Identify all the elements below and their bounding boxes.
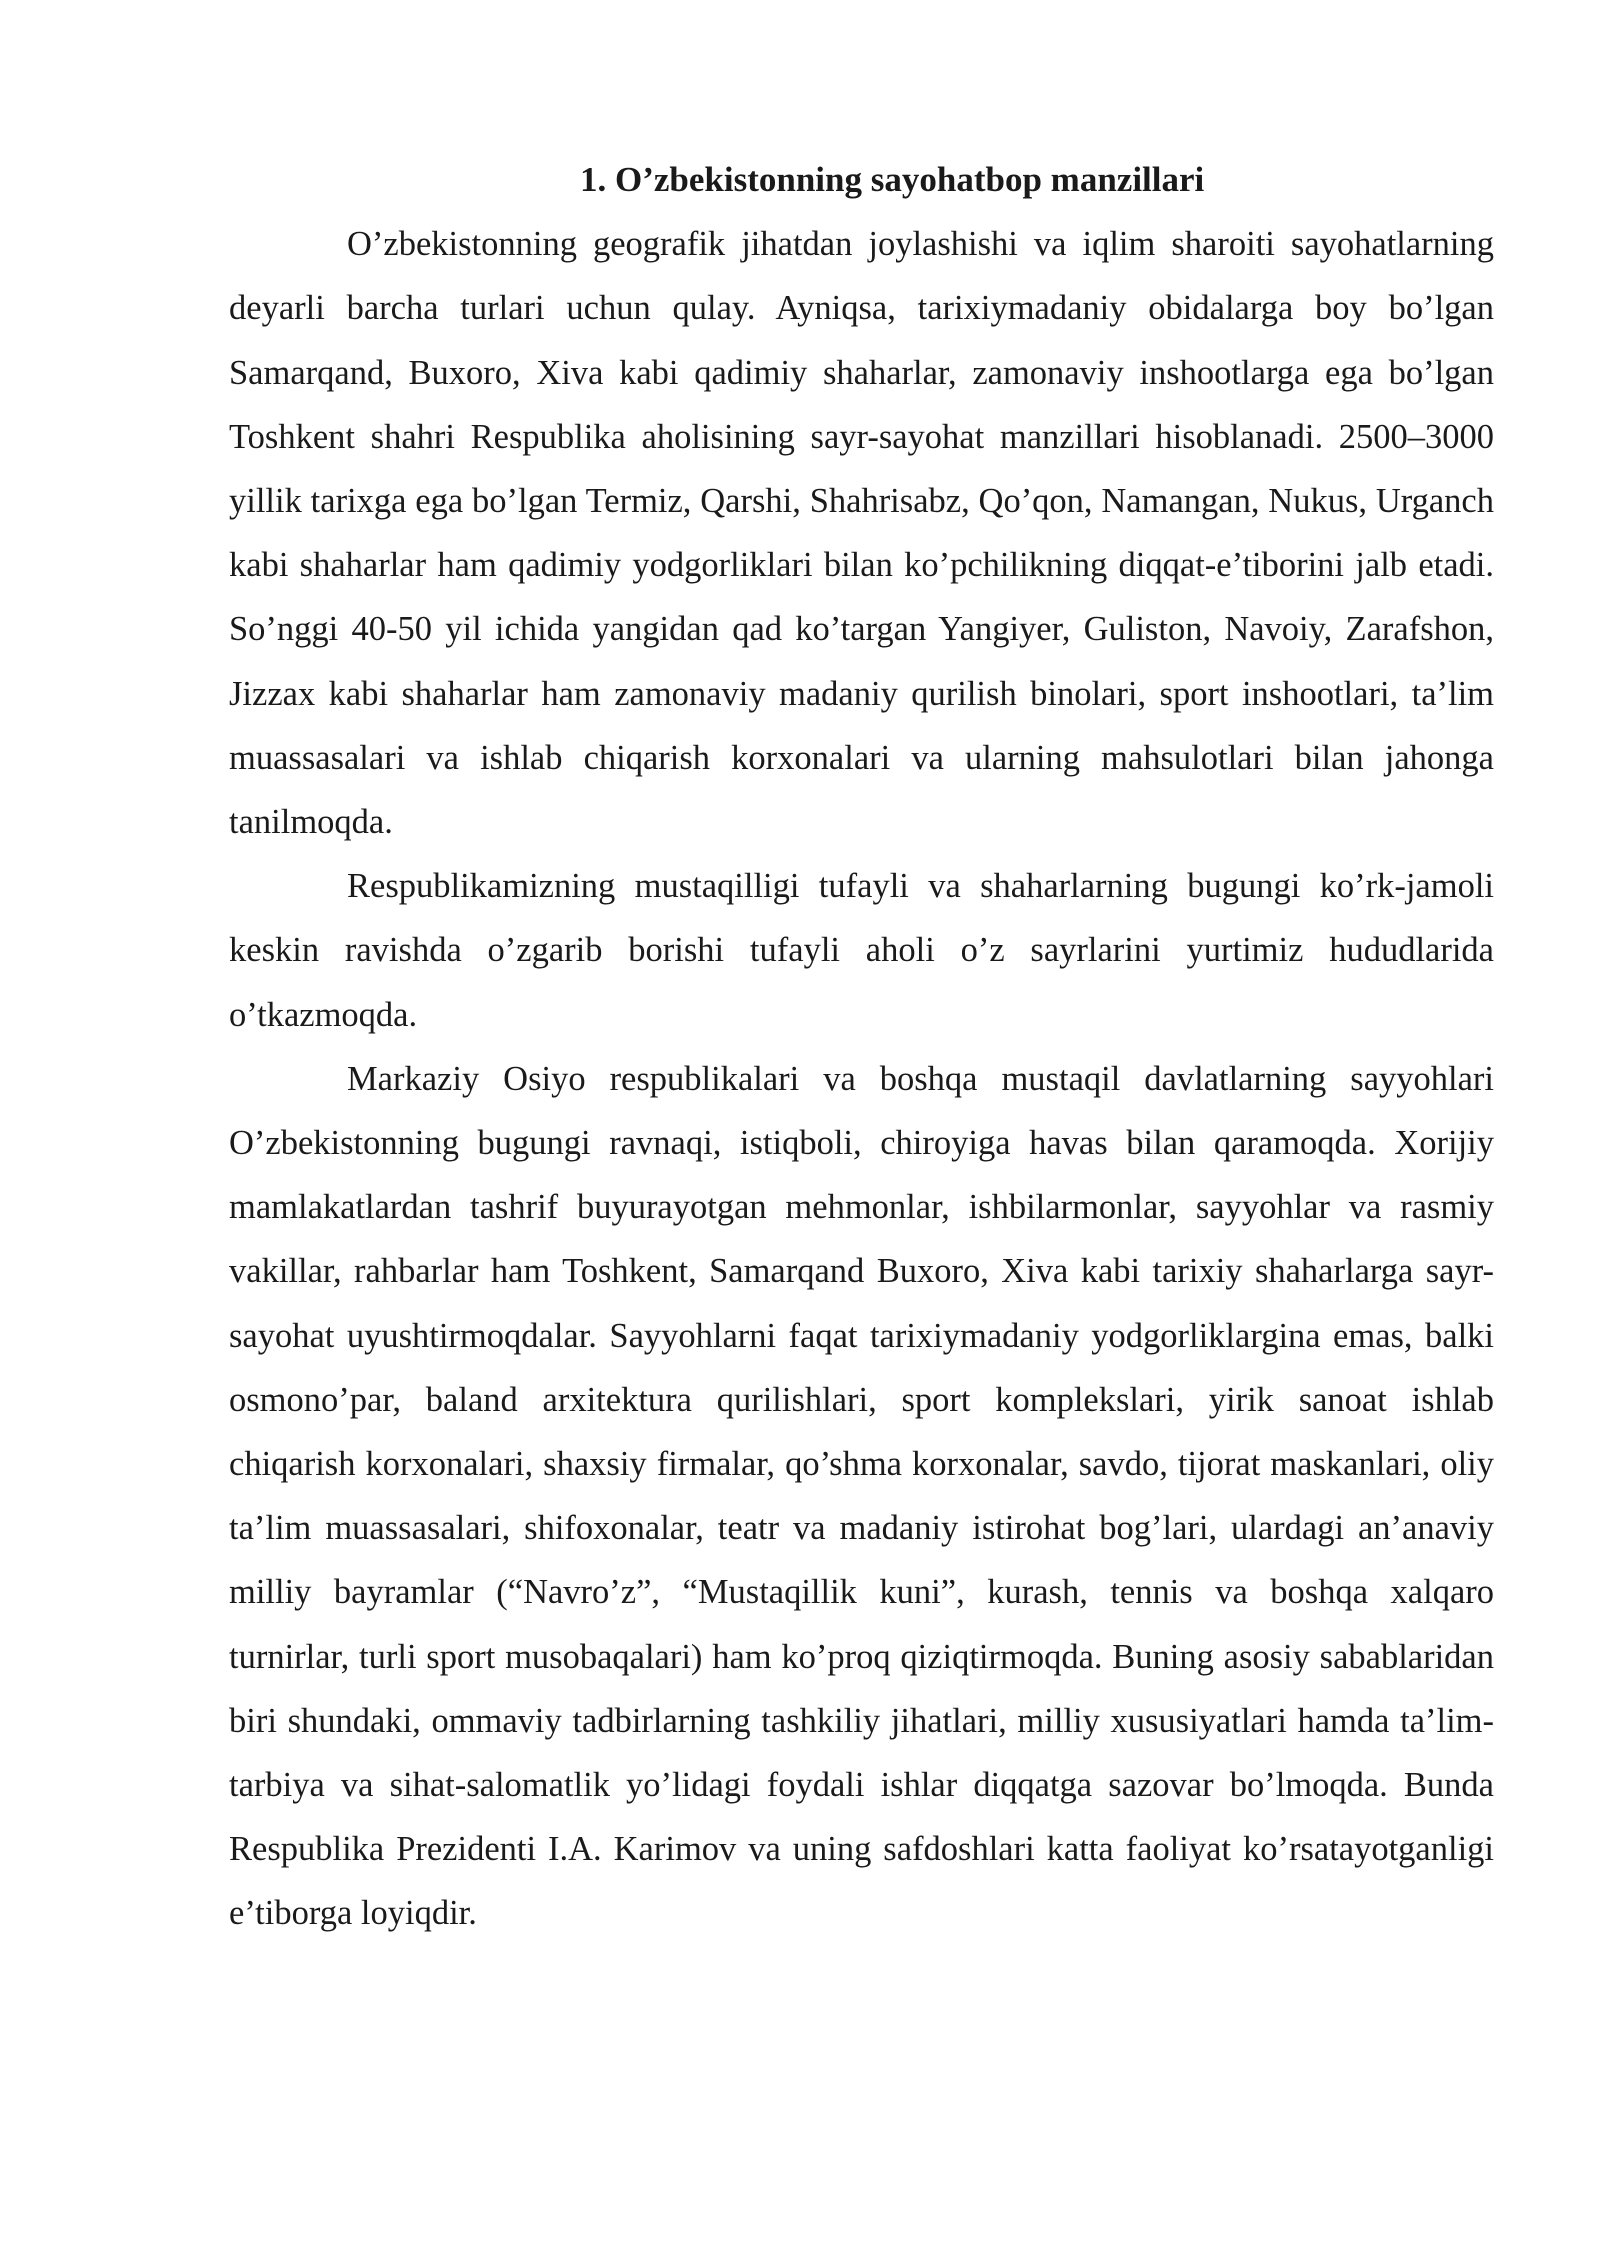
paragraph-2: Respublikamizning mustaqilligi tufayli va shaharlarning bugungi ko’rk-jamoli keskin ravishda o’zgarib borishi tufayli aholi o’z sayrlarini yurtimiz hududlarida o’tkazmoqda.: [229, 867, 1494, 1034]
document-page: [229, 148, 1494, 1946]
paragraph-3: Markaziy Osiyo respublikalari va boshqa mustaqil davlatlarning sayyohlari O’zbekistonning bugungi ravnaqi, istiqboli, chiroyiga havas bilan qaramoqda. Xorijiy mamlakatlardan tashrif buyurayotgan mehmonlar, ishbilarmonlar, sayyohlar va rasmiy vakillar, rahbarlar ham Toshkent, Samarqand Buxoro, Xiva kabi tarixiy shaharlarga sayr-sayohat uyushtirmoqdalar. Sayyohlarni faqat tarixiymadaniy yodgorliklargina emas, balki osmono’par, baland arxitektura qurilishlari, sport komplekslari, yirik sanoat ishlab chiqarish korxonalari, shaxsiy firmalar, qo’shma korxonalar, savdo, tijorat maskanlari, oliy ta’lim muassasalari, shifoxonalar, teatr va madaniy istirohat bog’lari, ulardagi an’anaviy milliy bayramlar (“Navro’z”, “Mustaqillik kuni”, kurash, tennis va boshqa xalqaro turnirlar, turli sport musobaqalari) ham ko’proq qiziqtirmoqda. Buning asosiy sabablaridan biri shundaki, ommaviy tadbirlarning tashkiliy jihatlari, milliy xususiyatlari hamda ta’lim-tarbiya va sihat-salomatlik yo’lidagi foydali ishlar diqqatga sazovar bo’lmoqda. Bunda Respublika Prezidenti I.A. Karimov va uning safdoshlari katta faoliyat ko’rsatayotganligi e’tiborga loyiqdir.: [229, 1059, 1494, 1933]
section-heading: 1. O’zbekistonning sayohatbop manzillari: [580, 160, 1205, 199]
paragraph-1: O’zbekistonning geografik jihatdan joylashishi va iqlim sharoiti sayohatlarning deyarli barcha turlari uchun qulay. Ayniqsa, tarixiymadaniy obidalarga boy bo’lgan Samarqand, Buxoro, Xiva kabi qadimiy shaharlar, zamonaviy inshootlarga ega bo’lgan Toshkent shahri Respublika aholisining sayr-sayohat manzillari hisoblanadi. 2500–3000 yillik tarixga ega bo’lgan Termiz, Qarshi, Shahrisabz, Qo’qon, Namangan, Nukus, Urganch kabi shaharlar ham qadimiy yodgorliklari bilan ko’pchilikning diqqat-e’tiborini jalb etadi. So’nggi 40-50 yil ichida yangidan qad ko’targan Yangiyer, Guliston, Navoiy, Zarafshon, Jizzax kabi shaharlar ham zamonaviy madaniy qurilish binolari, sport inshootlari, ta’lim muassasalari va ishlab chiqarish korxonalari va ularning mahsulotlari bilan jahonga tanilmoqda.: [229, 225, 1494, 842]
